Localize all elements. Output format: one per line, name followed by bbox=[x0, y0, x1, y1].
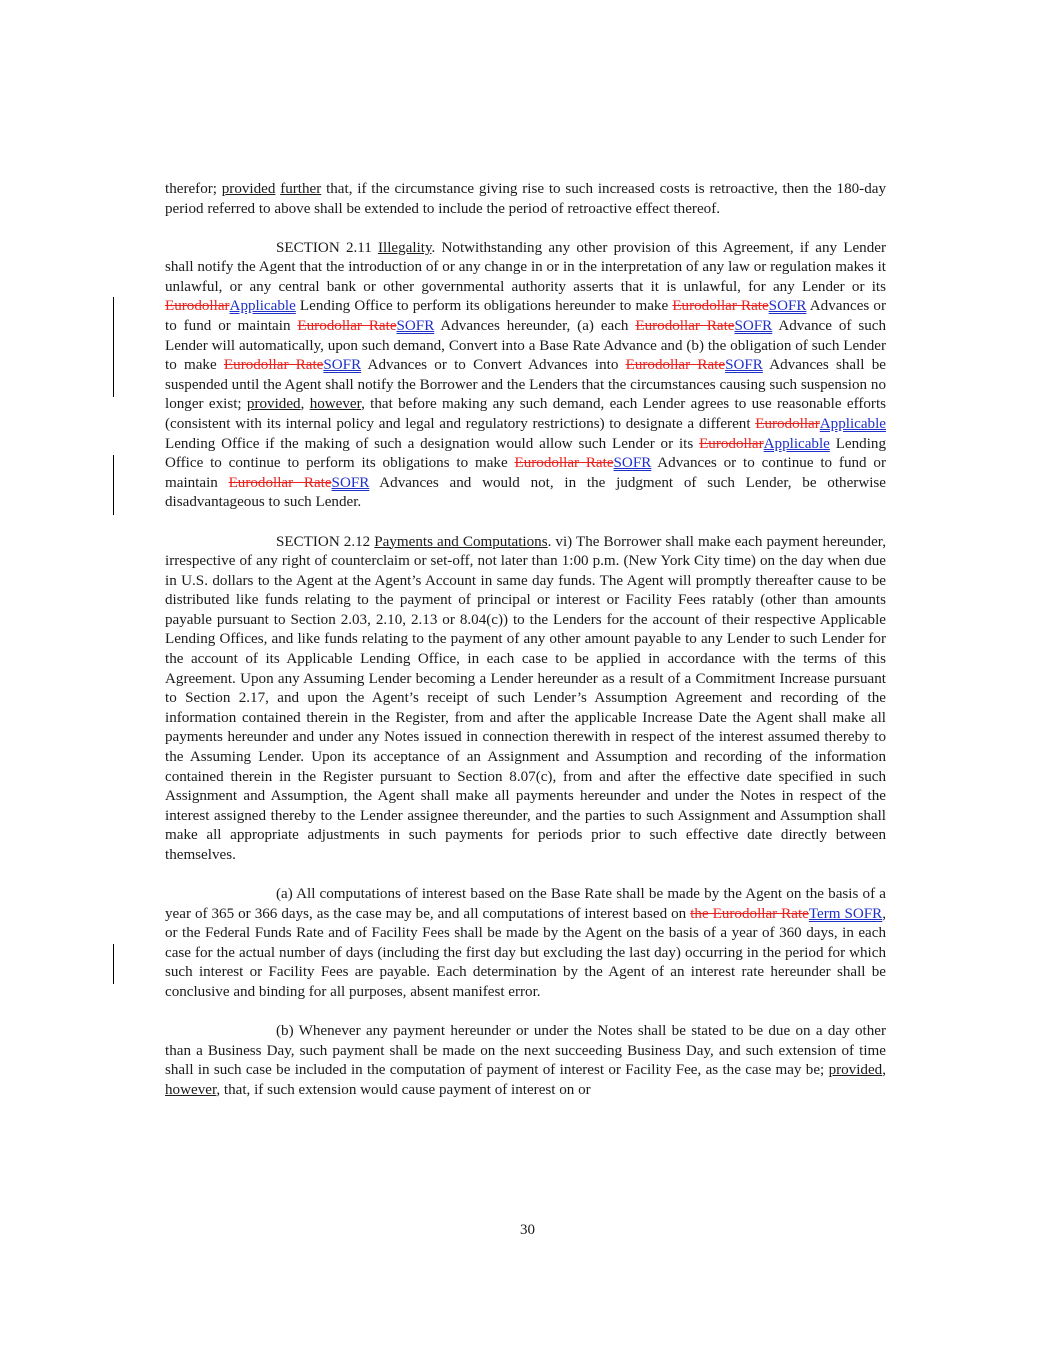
deleted-text: Eurodollar bbox=[699, 435, 764, 452]
document-page bbox=[165, 180, 886, 1120]
inserted-text: Applicable bbox=[763, 435, 830, 452]
deleted-text: Eurodollar Rate bbox=[223, 357, 324, 374]
inserted-text: Applicable bbox=[229, 298, 296, 315]
paragraph-continuation: therefor; provided further that, if the circumstance giving rise to such increased costs is retroactive, then the 180-day period referred to above shall be extended to include the period of retroactive effect thereof. bbox=[165, 181, 886, 217]
inserted-text: SOFR bbox=[323, 357, 362, 374]
change-bar bbox=[113, 297, 114, 397]
section-heading: SECTION 2.11 bbox=[276, 239, 379, 256]
section-title: Payments and Computations bbox=[374, 533, 548, 550]
deleted-text: the Eurodollar Rate bbox=[690, 905, 809, 922]
deleted-text: Eurodollar bbox=[165, 298, 230, 315]
section-2-11-illegality: SECTION 2.11 Illegality. Notwithstanding any other provision of this Agreement, if any Lender shall notify the Agent that the introduction of or any change in or in the interpretation of any law or regulation makes it unlawful, or any central bank or other governmental authority asserts that it is unlawful, for any Lender or its EurodollarApplicable Lending Office to perform its obligations hereunder to make Eurodollar RateSOFR Advances or to fund or maintain Eurodollar RateSOFR Advances hereunder, (a) each Eurodollar RateSOFR Advance of such Lender will automatically, upon such demand, Convert into a Base Rate Advance and (b) the obligation of such Lender to make Eurodollar RateSOFR Advances or to Convert Advances into Eurodollar RateSOFR Advances shall be suspended until the Agent shall notify the Borrower and the Lenders that the circumstances causing such suspension no longer exist; provided, however, that before making any such demand, each Lender agrees to use reasonable efforts (consistent with its internal policy and legal and regulatory restrictions) to designate a different EurodollarApplicable Lending Office if the making of such a designation would allow such Lender or its EurodollarApplicable Lending Office to continue to perform its obligations to make Eurodollar RateSOFR Advances or to continue to fund or maintain Eurodollar RateSOFR Advances and would not, in the judgment of such Lender, be otherwise disadvantageous to such Lender. bbox=[165, 239, 887, 511]
deleted-text: Eurodollar Rate bbox=[635, 318, 735, 335]
deleted-text: Eurodollar bbox=[755, 416, 820, 433]
deleted-text: Eurodollar Rate bbox=[625, 357, 726, 374]
deleted-text: Eurodollar Rate bbox=[672, 298, 769, 315]
inserted-text: Term SOFR bbox=[808, 905, 883, 922]
deleted-text: Eurodollar Rate bbox=[514, 455, 614, 472]
section-heading: SECTION 2.12 bbox=[276, 533, 375, 550]
page-number: 30 bbox=[520, 1222, 535, 1238]
change-bar bbox=[113, 944, 114, 984]
paragraph-b-business-day: (b) Whenever any payment hereunder or under the Notes shall be stated to be due on a day other than a Business Day, such payment shall be made on the next succeeding Business Day, and such extension of time shall in such case be included in the computation of payment of interest or Facility Fee, as the case may be; provided, however, that, if such extension would cause payment of interest on or bbox=[165, 1023, 886, 1098]
paragraph-a-computations: (a) All computations of interest based on the Base Rate shall be made by the Agent on the basis of a year of 365 or 366 days, as the case may be, and all computations of interest based on the Eurodollar RateTerm SOFR, or the Federal Funds Rate and of Facility Fees shall be made by the Agent on the basis of a year of 360 days, in each case for the actual number of days (including the first day but excluding the last day) occurring in the period for which such interest or Facility Fees are payable. Each determination by the Agent of an interest rate hereunder shall be conclusive and binding for all purposes, absent manifest error. bbox=[165, 886, 886, 1001]
deleted-text: Eurodollar Rate bbox=[297, 318, 397, 335]
inserted-text: SOFR bbox=[613, 455, 652, 472]
change-bar bbox=[113, 455, 114, 515]
inserted-text: SOFR bbox=[396, 318, 435, 335]
deleted-text: Eurodollar Rate bbox=[228, 474, 332, 491]
inserted-text: Applicable bbox=[819, 416, 886, 433]
inserted-text: SOFR bbox=[725, 357, 763, 374]
inserted-text: SOFR bbox=[331, 474, 370, 491]
section-title: Illegality bbox=[378, 239, 432, 256]
inserted-text: SOFR bbox=[768, 298, 807, 315]
section-2-12-payments: SECTION 2.12 Payments and Computations. vi) The Borrower shall make each payment hereunder, irrespective of any right of counterclaim or set-off, not later than 1:00 p.m. (New York City time) on the day when due in U.S. dollars to the Agent at the Agent’s Account in same day funds. The Agent will promptly thereafter cause to be distributed like funds relating to the payment of principal or interest or Facility Fees ratably (other than amounts payable pursuant to Section 2.03, 2.10, 2.13 or 8.04(c)) to the Lenders for the account of their respective Applicable Lending Offices, and like funds relating to the payment of any other amount payable to any Lender to such Lender for the account of its Applicable Lending Office, in each case to be applied in accordance with the terms of this Agreement. Upon any Assuming Lender becoming a Lender hereunder as a result of a Commitment Increase pursuant to Section 2.17, and upon the Agent’s receipt of such Lender’s Assumption Agreement and recording of the information contained therein in the Register, from and after the applicable Increase Date the Agent shall make all payments hereunder and under any Notes issued in connection therewith in respect of the interest assumed thereby to the Assuming Lender. Upon its acceptance of an Assignment and Assumption and recording of the information contained therein in the Register pursuant to Section 8.07(c), from and after the effective date specified in such Assignment and Assumption, the Agent shall make all payments hereunder and under the Notes in respect of the interest assigned thereby to the Lender assignee thereunder, and the parties to such Assignment and Assumption shall make all appropriate adjustments in such payments for periods prior to such effective date directly between themselves. bbox=[165, 533, 886, 863]
inserted-text: SOFR bbox=[734, 318, 773, 335]
